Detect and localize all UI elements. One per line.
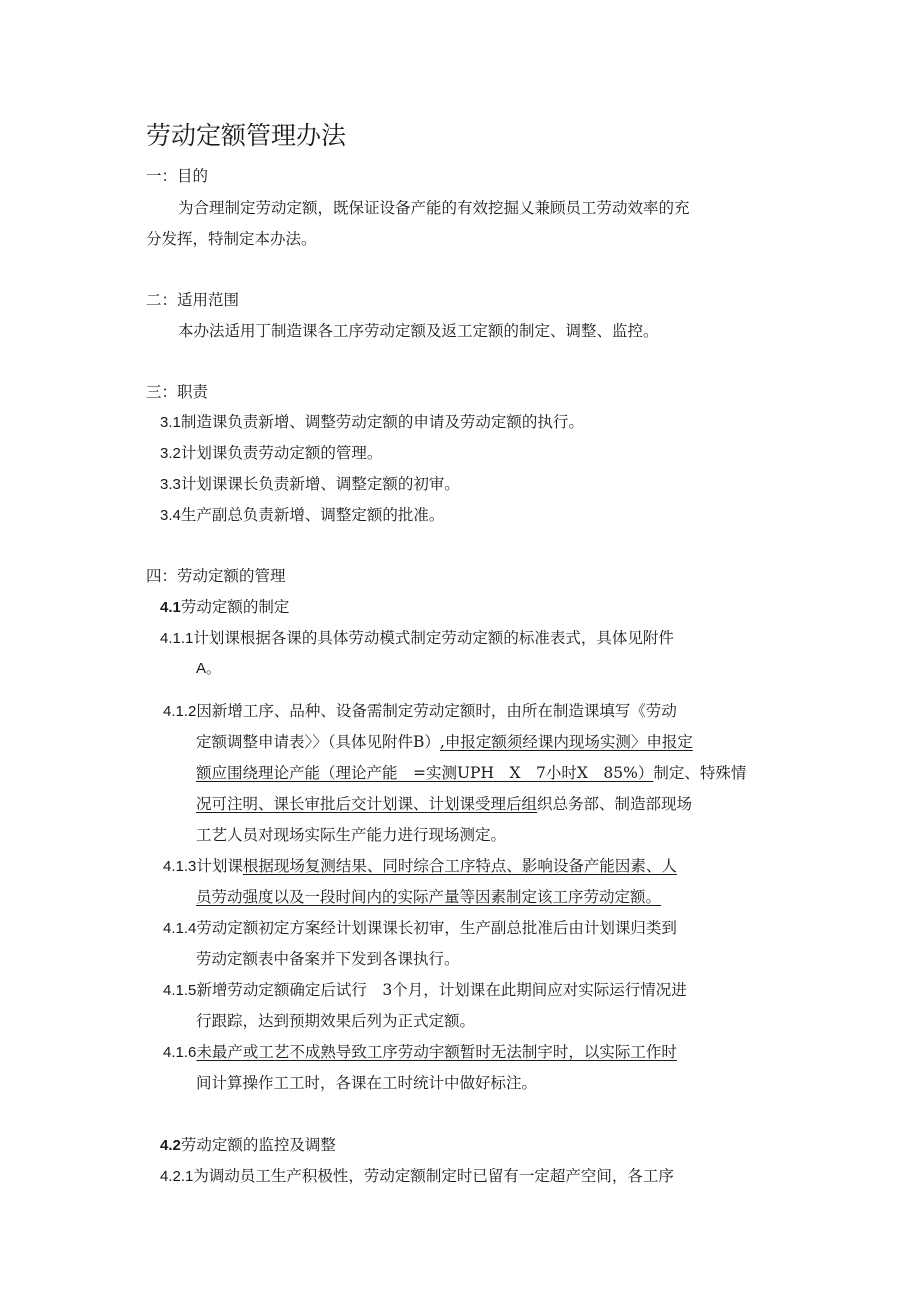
clause-text: 因新增工序、品种、设备需制定劳动定额时，由所在制造课填写《劳动 bbox=[196, 702, 677, 720]
clause-4-1-2-line-2 bbox=[196, 732, 693, 752]
duty-item bbox=[160, 443, 382, 464]
section-1-text-line-1: 为合理制定劳动定额，既保证设备产能的有效挖掘乂兼顾员工劳动效率的充 bbox=[178, 199, 690, 217]
duty-item bbox=[160, 474, 460, 495]
duty-item-number: 3.4 bbox=[160, 507, 181, 524]
duty-item bbox=[160, 412, 584, 433]
clause-4-1-5-line-1 bbox=[163, 980, 687, 1001]
clause-4-1-3-line-1 bbox=[163, 856, 677, 877]
clause-text: 计划课根据各课的具体劳动模式制定劳动定额的标准表式，具体见附件 bbox=[193, 629, 674, 647]
clause-number: 4.1.4 bbox=[163, 920, 197, 937]
clause-4-1-4-line-2: 劳动定额表中备案并下发到各课执行。 bbox=[196, 950, 460, 968]
clause-4-1-6-line-2: 间计算操作工工时，各课在工时统计中做好标注。 bbox=[196, 1074, 538, 1092]
subsection-number: 4.1 bbox=[160, 599, 181, 616]
clause-4-1-1-line-1 bbox=[160, 628, 674, 649]
subsection-title: 劳动定额的监控及调整 bbox=[180, 1136, 336, 1154]
subsection-4-2-heading bbox=[160, 1135, 336, 1156]
clause-text-underlined: 额应围绕理论产能（理论产能 =实测UPH X 7小时X 85%） bbox=[196, 764, 654, 782]
clause-text-underlined: ,申报定额须经课内现场实测〉申报定 bbox=[439, 733, 693, 751]
clause-4-1-1-line-2: A。 bbox=[196, 660, 222, 677]
clause-4-2-1-line-1 bbox=[160, 1166, 674, 1187]
subsection-number: 4.2 bbox=[160, 1137, 181, 1154]
clause-text: 计划课 bbox=[196, 857, 243, 875]
clause-4-1-2-line-1 bbox=[163, 701, 677, 722]
clause-4-1-2-line-3 bbox=[196, 763, 746, 783]
section-2-text: 本办法适用丁制造课各工序劳动定额及返工定额的制定、调整、监控。 bbox=[178, 322, 659, 340]
clause-text: 织总务部、制造部现场 bbox=[537, 795, 693, 813]
section-2-heading: 二：适用范围 bbox=[146, 291, 240, 309]
subsection-4-1-heading bbox=[160, 597, 289, 618]
clause-text: 定额调整申请表〉〉（具体见附件B） bbox=[196, 733, 440, 751]
clause-text: 制定、特殊情 bbox=[653, 764, 747, 782]
clause-number: 4.2.1 bbox=[160, 1168, 194, 1185]
section-4-heading: 四：劳动定额的管理 bbox=[146, 567, 286, 585]
clause-4-1-6-line-1 bbox=[163, 1042, 677, 1063]
document-title: 劳动定额管理办法 bbox=[146, 121, 347, 150]
clause-4-1-4-line-1 bbox=[163, 918, 677, 939]
clause-4-1-2-line-4 bbox=[196, 794, 692, 814]
section-1-heading: 一：目的 bbox=[146, 167, 209, 185]
clause-number: 4.1.1 bbox=[160, 630, 194, 647]
clause-text: 劳动定额初定方案经计划课课长初审，生产副总批准后由计划课归类到 bbox=[196, 919, 677, 937]
clause-4-1-2-line-5: 工艺人员对现场实际生产能力进行现场测定。 bbox=[196, 826, 507, 844]
clause-4-1-5-line-2: 行跟踪，达到预期效果后列为正式定额。 bbox=[196, 1012, 476, 1030]
duty-item-number: 3.1 bbox=[160, 414, 181, 431]
subsection-title: 劳动定额的制定 bbox=[180, 598, 290, 616]
duty-item-text: 制造课负责新增、调整劳动定额的申请及劳动定额的执行。 bbox=[180, 413, 584, 431]
duty-item-text: 生产副总负责新增、调整定额的批准。 bbox=[180, 506, 445, 524]
clause-4-1-3-line-2: 员劳动强度以及一段时间内的实际产量等因素制定该工序劳动定额。 bbox=[196, 888, 662, 906]
clause-text-underlined: 未最产或工艺不成熟导致工序劳动宇额暂时无法制宇时，以实际工作时 bbox=[196, 1043, 677, 1061]
clause-text: 新增劳动定额确定后试行 3个月，计划课在此期间应对实际运行情况进 bbox=[196, 981, 687, 999]
clause-number: 4.1.3 bbox=[163, 858, 197, 875]
section-1-text-line-2: 分发挥，特制定本办法。 bbox=[146, 230, 317, 248]
duty-item-number: 3.2 bbox=[160, 445, 181, 462]
duty-item-text: 计划课负责劳动定额的管理。 bbox=[180, 444, 383, 462]
clause-text: 为调动员工生产积极性，劳动定额制定时已留有一定超产空间，各工序 bbox=[193, 1167, 674, 1185]
clause-text-underlined: 根据现场复测结果、同时综合工序特点、影响设备产能因素、人 bbox=[242, 857, 677, 875]
clause-number: 4.1.2 bbox=[163, 703, 197, 720]
duty-item-text: 计划课课长负责新增、调整定额的初审。 bbox=[180, 475, 460, 493]
duty-item bbox=[160, 505, 444, 526]
section-3-heading: 三：职责 bbox=[146, 383, 209, 401]
clause-number: 4.1.5 bbox=[163, 982, 197, 999]
clause-number: 4.1.6 bbox=[163, 1044, 197, 1061]
clause-text-underlined: 况可注明、课长审批后交计划课、计划课受理后组 bbox=[196, 795, 538, 813]
duty-item-number: 3.3 bbox=[160, 476, 181, 493]
